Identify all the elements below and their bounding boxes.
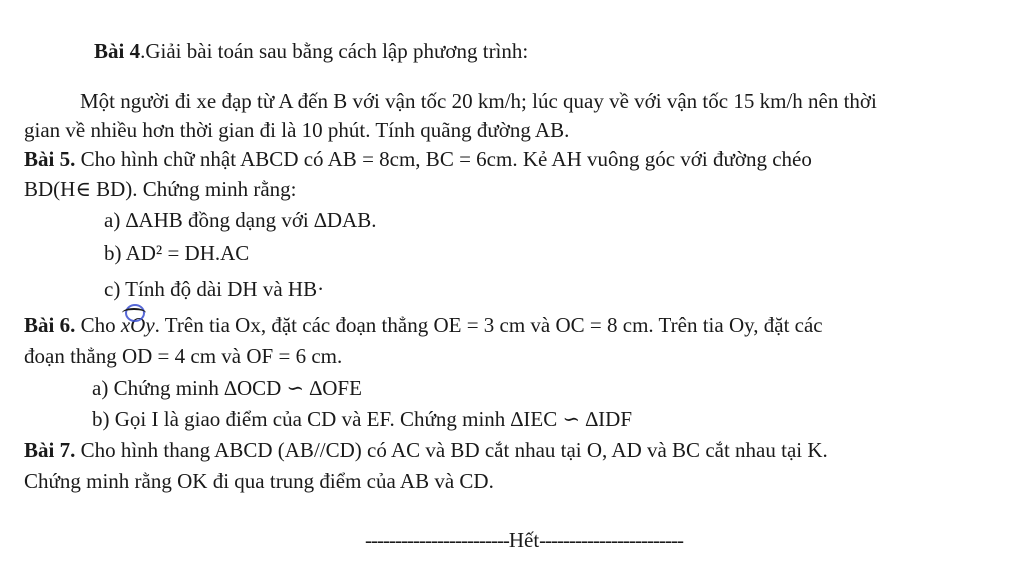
bai5-part-b: b) AD² = DH.AC [104,241,250,265]
bai6-line2: đoạn thẳng OD = 4 cm và OF = 6 cm. [24,344,343,368]
angle-xoy [121,312,155,338]
end-dashes-left: ------------------------ [364,528,509,552]
bai5-part-c: c) Tính độ dài DH và HB· [104,277,325,301]
bai7-title: Bài 7. [24,438,76,462]
bai4-title-rest: .Giải bài toán sau bằng cách lập phương trình: [140,39,529,63]
angle-hat [122,308,146,318]
end-dashes-right: ------------------------ [539,528,683,552]
bai7-line2: Chứng minh rằng OK đi qua trung điểm của AB và CD. [24,469,494,493]
bai4-heading [94,38,528,64]
bai6-line1 [24,312,823,338]
bai5-line1 [24,146,812,172]
end-marker [312,527,736,553]
angle-xoy-text: xOy [120,313,155,337]
bai6-part-a: a) Chứng minh ∆OCD ∽ ∆OFE [92,376,362,400]
bai6-title: Bài 6. [24,313,76,337]
bai4-title: Bài 4 [94,39,141,63]
bai5-line1-text: Cho hình chữ nhật ABCD có AB = 8cm, BC = 6cm. Kẻ AH vuông góc với đường chéo [80,147,812,171]
bai5-part-a: a) ∆AHB đồng dạng với ∆DAB. [104,208,377,232]
bai7-line1 [24,437,828,463]
bai4-line1: Một người đi xe đạp từ A đến B với vận tốc 20 km/h; lúc quay về với vận tốc 15 km/h nên thời [80,89,877,113]
bai4-line2: gian về nhiều hơn thời gian đi là 10 phút. Tính quãng đường AB. [24,118,570,142]
bai6-line1-rest: . Trên tia Ox, đặt các đoạn thẳng OE = 3 cm và OC = 8 cm. Trên tia Oy, đặt các [154,313,823,337]
bai5-line2: BD(H∈ BD). Chứng minh rằng: [24,177,297,201]
bai5-title: Bài 5. [24,147,76,171]
bai6-cho: Cho [80,313,116,337]
end-text: Hết [508,528,540,552]
bai7-line1-text: Cho hình thang ABCD (AB//CD) có AC và BD cắt nhau tại O, AD và BC cắt nhau tại K. [80,438,828,462]
bai6-part-b: b) Gọi I là giao điểm của CD và EF. Chứng minh ∆IEC ∽ ∆IDF [92,407,633,431]
